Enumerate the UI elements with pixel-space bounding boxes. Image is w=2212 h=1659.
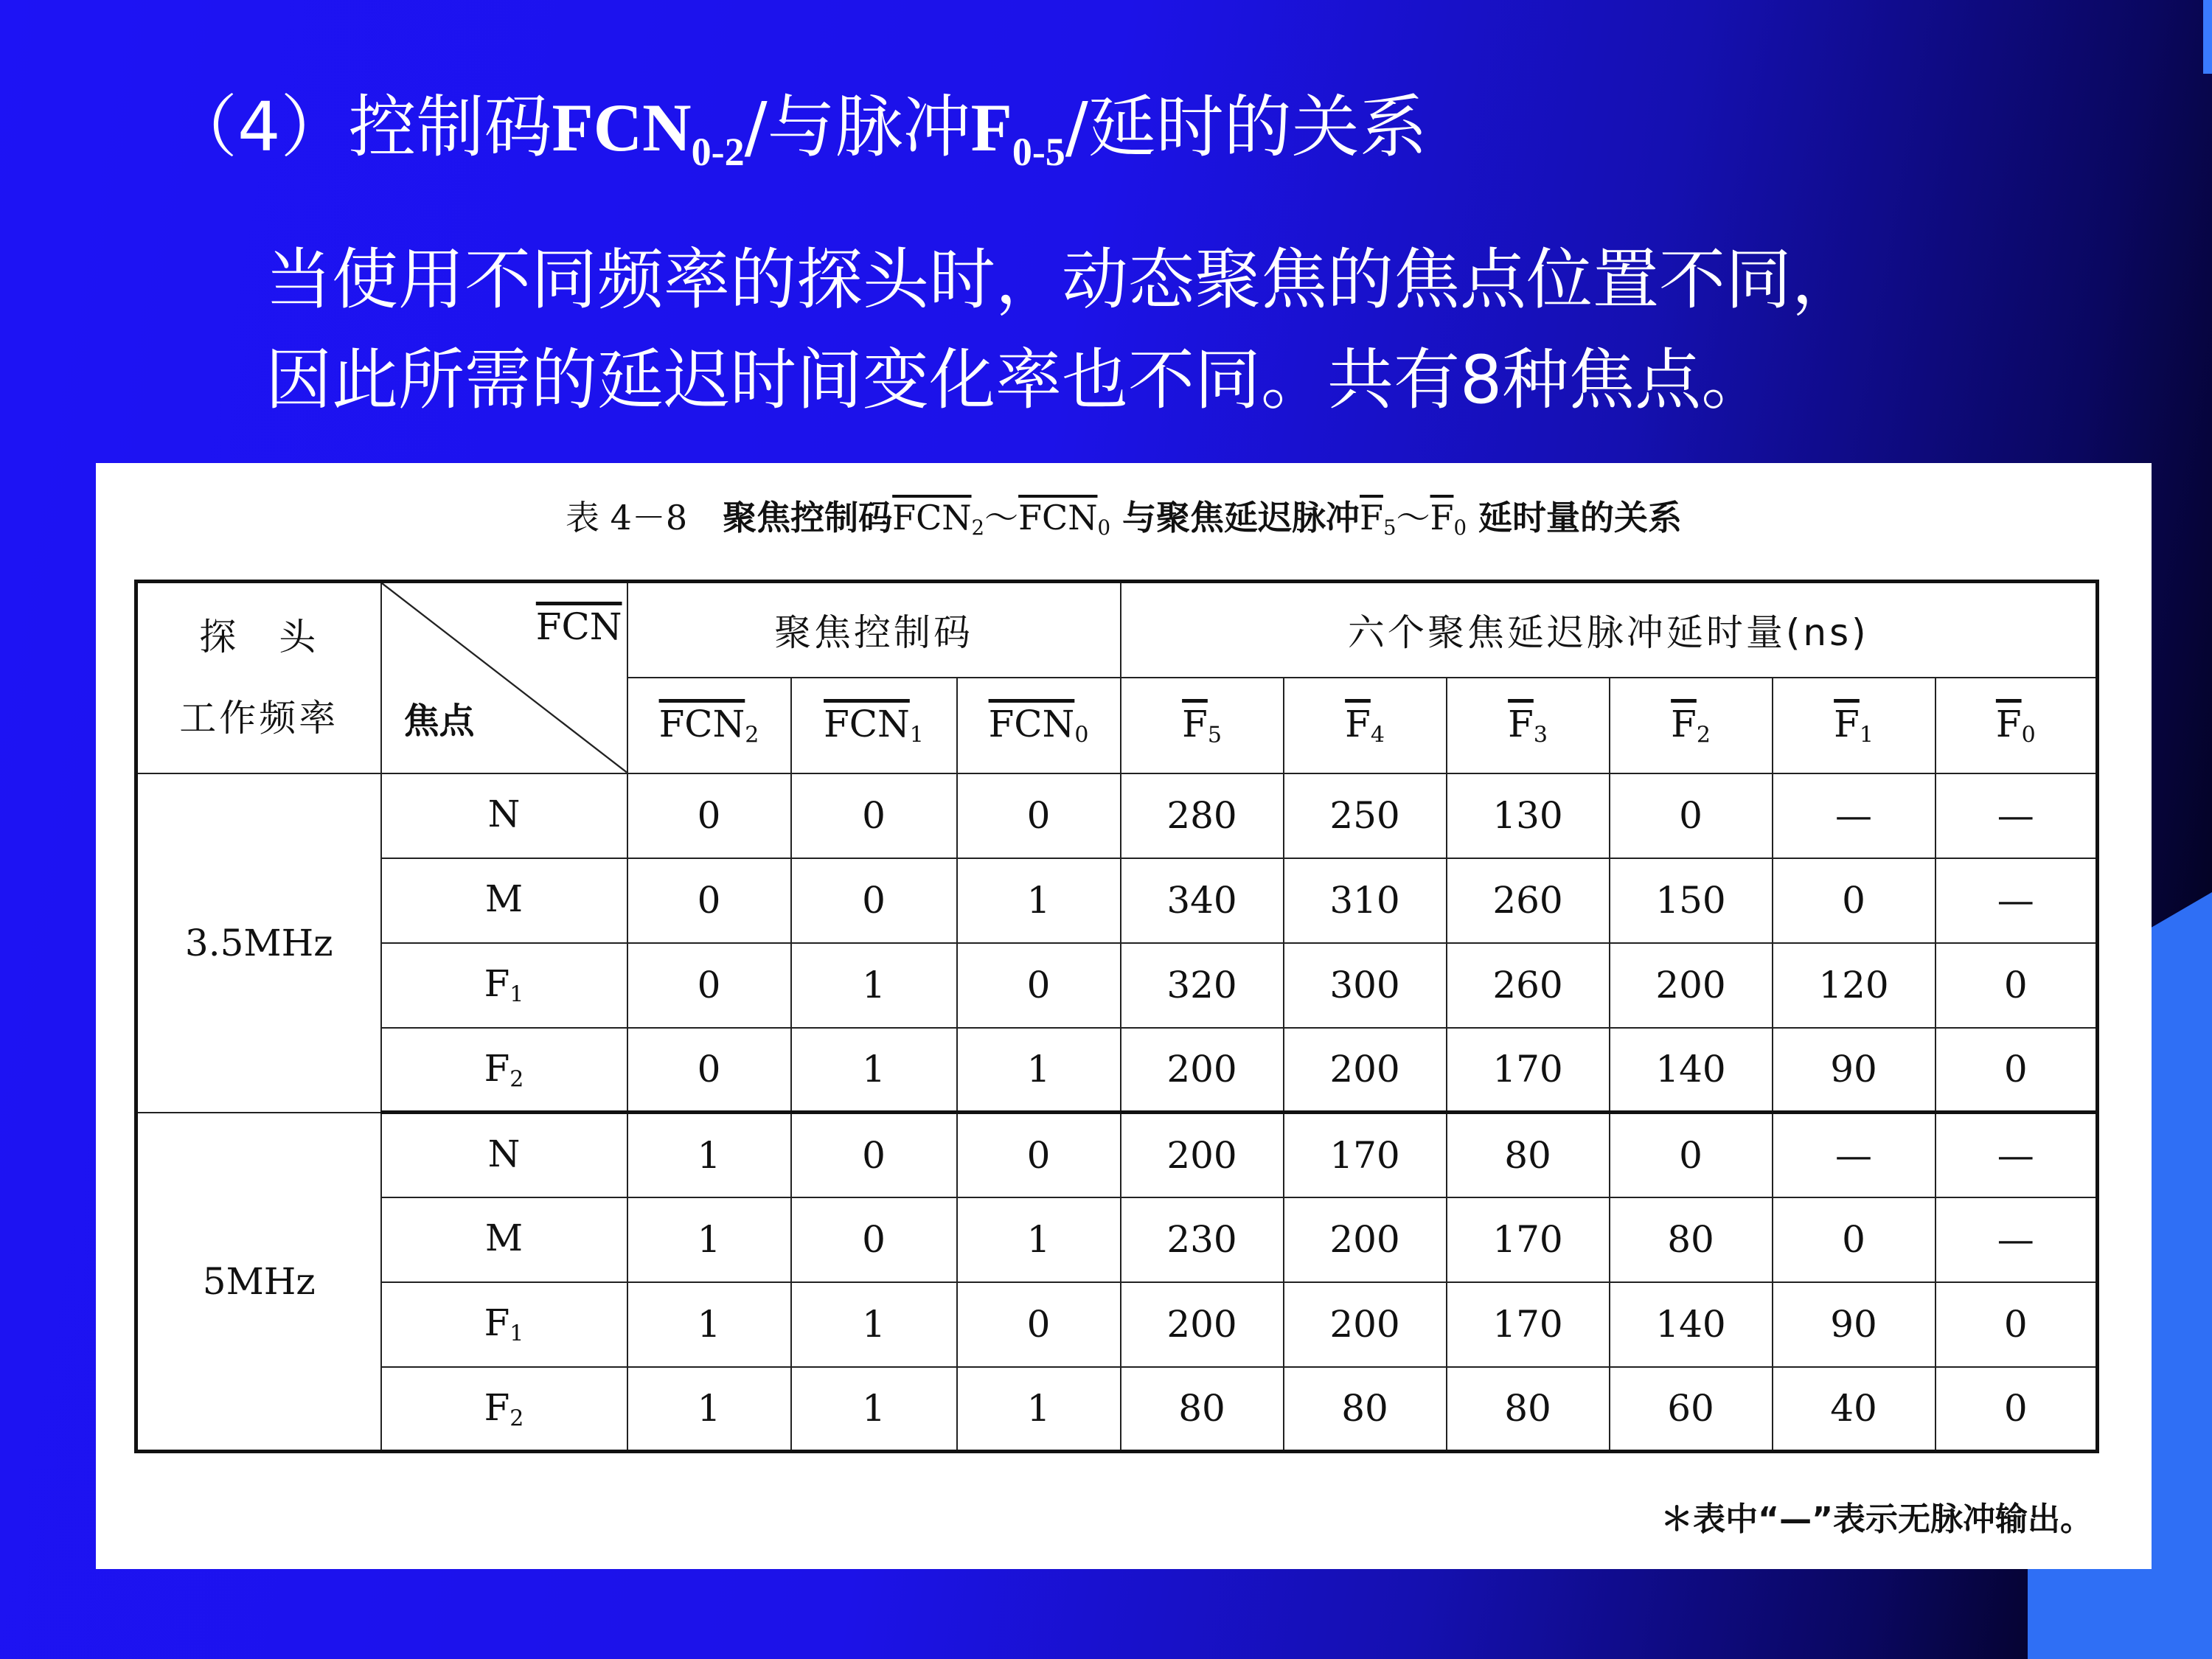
title-suffix: /延时的关系 (1065, 88, 1427, 167)
control-code-cell: 0 (627, 858, 791, 943)
f-header-0 (1121, 678, 1284, 773)
f-header-4 (1773, 678, 1935, 773)
title-fcn: FCN (552, 90, 692, 165)
control-code-cell: 0 (627, 773, 791, 858)
control-code-cell: 1 (627, 1197, 791, 1282)
delay-value-cell: 0 (1610, 773, 1773, 858)
table-footnote: ＊表中“—”表示无脉冲输出。 (1660, 1500, 2093, 1538)
control-code-cell: 0 (791, 773, 957, 858)
delay-value-cell: 170 (1447, 1028, 1610, 1113)
caption-fcn2: $\overline{FCN}$ (892, 498, 972, 538)
delay-value-cell: 80 (1447, 1367, 1610, 1452)
fcn-header-sub: 0 (1074, 722, 1089, 748)
header-control-code: 聚焦控制码 (627, 582, 1121, 678)
caption-fcn0-sub: 0 (1097, 515, 1111, 540)
control-code-cell: 1 (791, 1367, 957, 1452)
focus-label: N (487, 1133, 521, 1175)
control-code-cell: 0 (957, 773, 1121, 858)
header-delay: 六个聚焦延迟脉冲延时量(ns) (1121, 582, 2098, 678)
header-probe-line2: 工作频率 (179, 697, 339, 740)
focus-cell (381, 773, 627, 858)
control-code-cell: 0 (957, 1282, 1121, 1367)
control-code-cell: 0 (791, 858, 957, 943)
delay-value-cell: 200 (1284, 1282, 1447, 1367)
delay-value-cell: 200 (1610, 943, 1773, 1028)
fcn-header-2 (957, 678, 1121, 773)
corner-accent (2203, 0, 2212, 74)
delay-value-cell: 320 (1121, 943, 1284, 1028)
delay-value-cell: 80 (1610, 1197, 1773, 1282)
delay-value-cell: 170 (1447, 1282, 1610, 1367)
f-header-sub: 4 (1370, 722, 1385, 748)
delay-value-cell: 40 (1773, 1367, 1935, 1452)
delay-value-cell: — (1935, 1197, 2098, 1282)
delay-value-cell: 140 (1610, 1028, 1773, 1113)
f-header-base: $\overline{F}$ (1671, 702, 1697, 745)
fcn-header-base: $\overline{FCN}$ (824, 702, 910, 745)
control-code-cell: 0 (627, 1028, 791, 1113)
table-row (136, 773, 2098, 858)
caption-part-c: 延时量的关系 (1478, 498, 1683, 538)
delay-value-cell: 250 (1284, 773, 1447, 858)
table-row (136, 1028, 2098, 1113)
header-fcn-label: $\overline{FCN}$ (535, 605, 622, 648)
control-code-cell: 0 (791, 1113, 957, 1197)
caption-f5-sub: 5 (1382, 515, 1397, 540)
control-code-cell: 1 (627, 1113, 791, 1197)
delay-value-cell: 260 (1447, 943, 1610, 1028)
fcn-header-sub: 1 (909, 722, 924, 748)
delay-value-cell: 0 (1773, 858, 1935, 943)
delay-value-cell: 280 (1121, 773, 1284, 858)
f-header-3 (1610, 678, 1773, 773)
f-header-sub: 1 (1859, 722, 1874, 748)
focus-label-sub: 1 (509, 1321, 524, 1347)
delay-value-cell: 0 (1773, 1197, 1935, 1282)
f-header-base: $\overline{F}$ (1995, 702, 2022, 745)
header-probe-frequency (136, 582, 381, 773)
fcn-header-base: $\overline{FCN}$ (988, 702, 1075, 745)
delay-value-cell: 300 (1284, 943, 1447, 1028)
delay-value-cell: — (1935, 858, 2098, 943)
f-header-base: $\overline{F}$ (1182, 702, 1208, 745)
control-code-cell: 1 (957, 1028, 1121, 1113)
fcn-header-0 (627, 678, 791, 773)
body-line-2: 因此所需的延迟时间变化率也不同。共有8种焦点。 (265, 341, 1768, 419)
delay-value-cell: 200 (1284, 1197, 1447, 1282)
focus-cell (381, 1028, 627, 1113)
focus-label-sub: 2 (509, 1066, 524, 1092)
table-row (136, 858, 2098, 943)
header-focus-label: 焦点 (403, 700, 475, 742)
probe-frequency-cell: 5MHz (136, 1113, 381, 1452)
delay-value-cell: 80 (1447, 1113, 1610, 1197)
control-code-cell: 0 (791, 1197, 957, 1282)
table-row (136, 943, 2098, 1028)
caption-part-b: 与聚焦延迟脉冲 (1122, 498, 1360, 538)
f-header-2 (1447, 678, 1610, 773)
focus-cell (381, 943, 627, 1028)
delay-value-cell: — (1935, 773, 2098, 858)
delay-value-cell: 200 (1284, 1028, 1447, 1113)
f-header-sub: 3 (1533, 722, 1548, 748)
control-code-cell: 1 (791, 1028, 957, 1113)
control-code-cell: 1 (627, 1367, 791, 1452)
title-mid: /与脉冲 (744, 88, 971, 167)
delay-value-cell: 120 (1773, 943, 1935, 1028)
control-code-cell: 1 (957, 1197, 1121, 1282)
fcn-header-sub: 2 (745, 722, 759, 748)
delay-value-cell: 310 (1284, 858, 1447, 943)
delay-value-cell: 0 (1935, 1282, 2098, 1367)
caption-number: 表 4－8 (565, 498, 688, 538)
slide-body-text (265, 230, 1858, 431)
focus-label: F (484, 1046, 510, 1090)
focus-label: F (484, 962, 510, 1006)
delay-value-cell: 150 (1610, 858, 1773, 943)
delay-value-cell: 260 (1447, 858, 1610, 943)
delay-value-cell: 90 (1773, 1282, 1935, 1367)
focus-label: F (484, 1301, 510, 1345)
focus-delay-table (134, 580, 2099, 1453)
table-row (136, 1367, 2098, 1452)
delay-value-cell: 200 (1121, 1028, 1284, 1113)
delay-value-cell: 200 (1121, 1113, 1284, 1197)
focus-cell (381, 1282, 627, 1367)
title-prefix: （4）控制码 (170, 88, 552, 167)
caption-f0-sub: 0 (1453, 515, 1467, 540)
delay-value-cell: 0 (1610, 1113, 1773, 1197)
focus-cell (381, 858, 627, 943)
table-figure (96, 463, 2152, 1569)
focus-label: F (484, 1385, 510, 1429)
f-header-base: $\overline{F}$ (1345, 702, 1371, 745)
delay-value-cell: 230 (1121, 1197, 1284, 1282)
probe-frequency-cell: 3.5MHz (136, 773, 381, 1113)
header-diagonal-cell (381, 582, 627, 773)
delay-value-cell: 0 (1935, 1028, 2098, 1113)
fcn-header-base: $\overline{FCN}$ (658, 702, 745, 745)
title-f: F (970, 90, 1012, 165)
focus-cell (381, 1113, 627, 1197)
delay-value-cell: 80 (1284, 1367, 1447, 1452)
delay-value-cell: 60 (1610, 1367, 1773, 1452)
control-code-cell: 0 (627, 943, 791, 1028)
delay-value-cell: — (1773, 1113, 1935, 1197)
delay-value-cell: — (1773, 773, 1935, 858)
caption-fcn2-sub: 2 (971, 515, 985, 540)
delay-value-cell: 90 (1773, 1028, 1935, 1113)
delay-value-cell: 0 (1935, 1367, 2098, 1452)
caption-f0: $\overline{F}$ (1430, 498, 1454, 538)
table-row (136, 1282, 2098, 1367)
table-row (136, 1197, 2098, 1282)
f-header-sub: 0 (2021, 722, 2036, 748)
caption-tilde-1: ～ (984, 498, 1019, 538)
control-code-cell: 1 (957, 858, 1121, 943)
caption-fcn0: $\overline{FCN}$ (1018, 498, 1098, 538)
f-header-base: $\overline{F}$ (1834, 702, 1860, 745)
f-header-1 (1284, 678, 1447, 773)
delay-value-cell: 170 (1447, 1197, 1610, 1282)
focus-cell (381, 1367, 627, 1452)
focus-label: M (484, 1217, 524, 1260)
control-code-cell: 1 (957, 1367, 1121, 1452)
title-fcn-sub: 0-2 (691, 130, 745, 174)
delay-value-cell: 340 (1121, 858, 1284, 943)
control-code-cell: 0 (957, 943, 1121, 1028)
delay-value-cell: 140 (1610, 1282, 1773, 1367)
control-code-cell: 0 (957, 1113, 1121, 1197)
focus-cell (381, 1197, 627, 1282)
focus-label-sub: 1 (509, 981, 524, 1008)
title-f-sub: 0-5 (1012, 130, 1065, 174)
delay-value-cell: 130 (1447, 773, 1610, 858)
focus-label: N (487, 793, 521, 836)
delay-value-cell: 80 (1121, 1367, 1284, 1452)
fcn-header-1 (791, 678, 957, 773)
slide-title (170, 87, 1427, 176)
control-code-cell: 1 (627, 1282, 791, 1367)
caption-part-a: 聚焦控制码 (723, 498, 893, 538)
control-code-cell: 1 (791, 1282, 957, 1367)
delay-value-cell: 170 (1284, 1113, 1447, 1197)
delay-value-cell: 200 (1121, 1282, 1284, 1367)
delay-value-cell: — (1935, 1113, 2098, 1197)
table-row (136, 1113, 2098, 1197)
f-header-base: $\overline{F}$ (1508, 702, 1534, 745)
focus-label-sub: 2 (509, 1405, 524, 1431)
header-probe-line1: 探 头 (199, 616, 319, 659)
f-header-sub: 2 (1696, 722, 1711, 748)
body-line-1: 当使用不同频率的探头时，动态聚焦的焦点位置不同， (265, 241, 1858, 319)
table-caption (96, 491, 2152, 540)
focus-label: M (484, 877, 524, 921)
caption-tilde-2: ～ (1396, 498, 1430, 538)
caption-f5: $\overline{F}$ (1360, 498, 1383, 538)
control-code-cell: 1 (791, 943, 957, 1028)
f-header-sub: 5 (1207, 722, 1222, 748)
delay-value-cell: 0 (1935, 943, 2098, 1028)
f-header-5 (1935, 678, 2098, 773)
